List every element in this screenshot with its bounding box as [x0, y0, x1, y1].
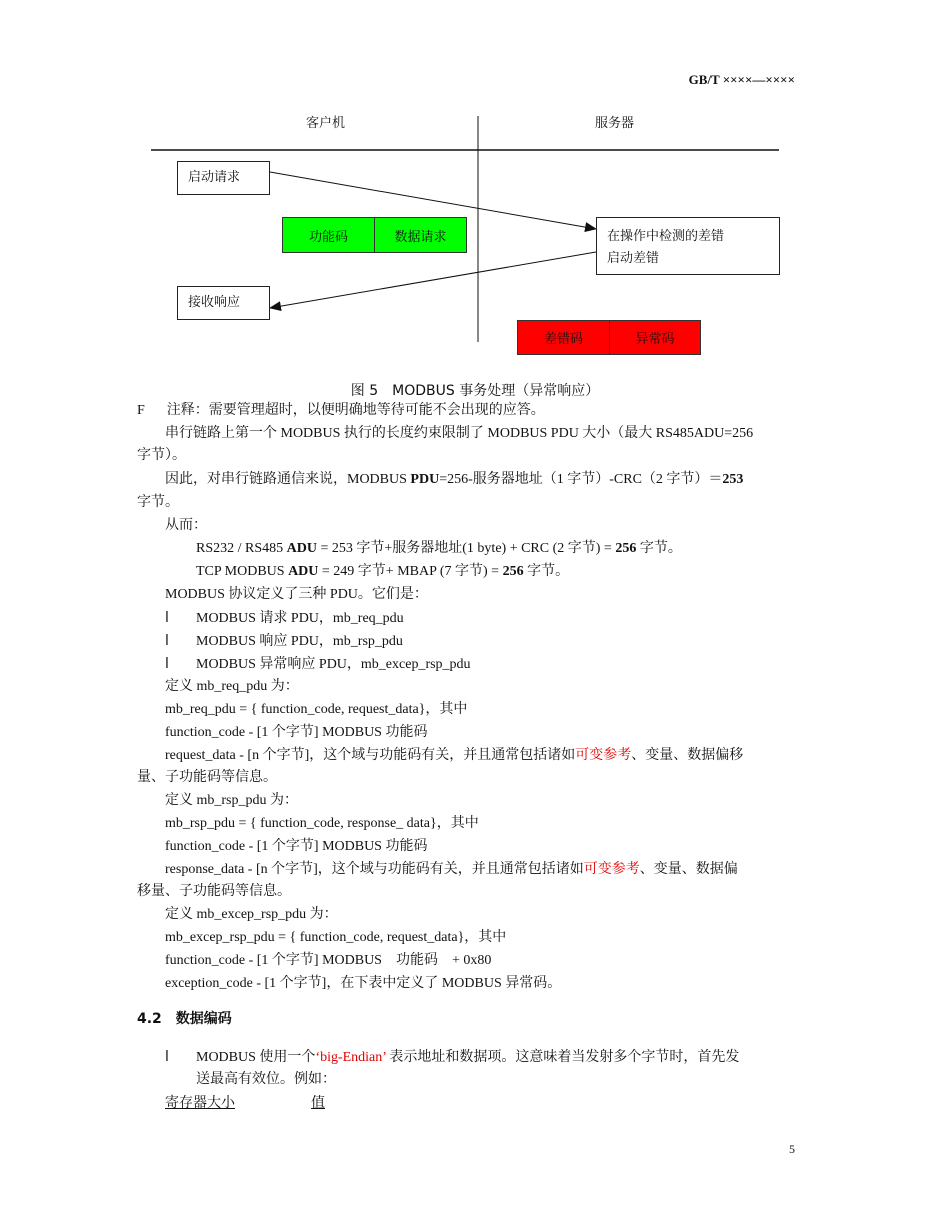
p2-text-1: 因此，对串行链路通信来说，MODBUS: [165, 472, 411, 487]
thus-line: 从而：: [165, 518, 207, 533]
bullet-3: [165, 655, 471, 674]
section-heading: 4.2 数据编码: [137, 1011, 232, 1027]
start-request-box: [177, 161, 270, 195]
bullet-marker: l: [165, 1049, 169, 1065]
standard-number: GB/T ××××—××××: [688, 72, 795, 87]
p2-pdu: PDU: [410, 472, 440, 487]
req-fc-line: function_code - [1 个字节] MODBUS 功能码: [165, 725, 428, 740]
data-request-cell: 数据请求: [374, 217, 467, 253]
server-error-box: [596, 217, 780, 275]
rsp-data-highlight: 可变参考: [583, 862, 640, 877]
def-excep-line: 定义 mb_excep_rsp_pdu 为：: [165, 907, 338, 922]
paragraph-2b: 字节。: [137, 495, 179, 510]
bullet-1-text: MODBUS 请求 PDU，mb_req_pdu: [196, 611, 404, 626]
rs-256: 256: [615, 541, 637, 556]
note-marker: F: [137, 403, 145, 418]
bullet-3-text: MODBUS 异常响应 PDU，mb_excep_rsp_pdu: [196, 657, 471, 672]
page-number: 5: [789, 1142, 795, 1156]
rs-text-3: 字节。: [636, 541, 682, 556]
bullet-1: [165, 609, 404, 628]
receive-response-label: 接收响应: [188, 295, 241, 310]
paragraph-1b: 字节）。: [137, 448, 186, 463]
response-arrow: [270, 252, 596, 308]
rsp-data-line-2: 移量、子功能码等信息。: [137, 884, 291, 899]
server-error-line2: 启动差错: [607, 251, 660, 266]
def-req-line: 定义 mb_req_pdu 为：: [165, 679, 299, 694]
tcp-adu: ADU: [288, 564, 319, 579]
rs-text-1: RS232 / RS485: [196, 541, 287, 556]
rsp-eq-line: mb_rsp_pdu = { function_code, response_ data}，其中: [165, 816, 479, 831]
big-endian-line: [165, 1048, 739, 1067]
req-data-highlight: 可变参考: [575, 748, 632, 763]
bullet-2-text: MODBUS 响应 PDU，mb_rsp_pdu: [196, 634, 403, 649]
server-error-line1: 在操作中检测的差错: [607, 229, 725, 244]
be-highlight: ‘big-Endian’: [315, 1050, 386, 1065]
tcp-text-3: 字节。: [523, 564, 570, 579]
rsp-data-text-2: 、变量、数据偏: [639, 862, 738, 877]
req-data-text-2: 、变量、数据偏移: [631, 748, 744, 763]
req-data-text-1: request_data - [n 个字节]，这个域与功能码有关，并且通常包括诸如: [165, 748, 576, 763]
excep-eq-line: mb_excep_rsp_pdu = { function_code, request_data}，其中: [165, 930, 507, 945]
tcp-text-2: = 249 字节+ MBAP (7 字节) =: [318, 564, 503, 579]
rsp-data-line: [165, 861, 738, 879]
tcp-256: 256: [502, 564, 524, 579]
three-pdu-line: MODBUS 协议定义了三种 PDU。它们是：: [165, 587, 428, 602]
register-size-header: 寄存器大小: [165, 1096, 235, 1111]
diagram-lines: [0, 0, 950, 370]
rs-adu: ADU: [286, 541, 317, 556]
req-data-line-2: 量、子功能码等信息。: [137, 770, 277, 785]
bullet-2: [165, 632, 403, 651]
tcp-line: [196, 563, 569, 581]
big-endian-line-2: 送最高有效位。例如：: [196, 1072, 336, 1087]
excep-fc-line: function_code - [1 个字节] MODBUS 功能码 + 0x80: [165, 953, 492, 968]
note-line: [137, 402, 545, 420]
paragraph-2a: [165, 471, 743, 489]
p2-253: 253: [722, 472, 744, 487]
tcp-text-1: TCP MODBUS: [196, 564, 289, 579]
paragraph-1a: 串行链路上第一个 MODBUS 执行的长度约束限制了 MODBUS PDU 大小（最大 RS485ADU=256: [165, 426, 754, 441]
exception-code-cell: 异常码: [609, 320, 701, 355]
rs485-line: [196, 540, 682, 558]
def-rsp-line: 定义 mb_rsp_pdu 为：: [165, 793, 298, 808]
receive-response-box: [177, 286, 270, 320]
function-code-cell: 功能码: [282, 217, 375, 253]
excep-code-line: exception_code - [1 个字节]，在下表中定义了 MODBUS 异常码。: [165, 976, 562, 991]
bullet-marker: l: [165, 633, 169, 649]
bullet-marker: l: [165, 610, 169, 626]
server-label: 服务器: [595, 116, 635, 131]
value-header: 值: [311, 1096, 325, 1111]
req-data-line: [165, 747, 743, 765]
rs-text-2: = 253 字节+服务器地址(1 byte) + CRC (2 字节) =: [316, 541, 616, 556]
bullet-marker: l: [165, 656, 169, 672]
error-code-cell: 差错码: [517, 320, 610, 355]
transaction-diagram: [0, 0, 950, 370]
p2-text-2: =256-服务器地址（1 字节）-CRC（2 字节）＝: [439, 472, 723, 487]
rsp-data-text-1: response_data - [n 个字节]，这个域与功能码有关，并且通常包括诸如: [165, 862, 584, 877]
be-text-1: MODBUS 使用一个: [196, 1050, 316, 1065]
figure-caption: 图 5 MODBUS 事务处理（异常响应）: [350, 383, 600, 399]
req-eq-line: mb_req_pdu = { function_code, request_data}，其中: [165, 702, 468, 717]
client-label: 客户机: [306, 116, 346, 131]
be-text-2: 表示地址和数据项。这意味着当发射多个字节时，首先发: [385, 1050, 740, 1065]
note-text: 注释：需要管理超时，以便明确地等待可能不会出现的应答。: [166, 403, 545, 418]
start-request-label: 启动请求: [188, 170, 241, 185]
rsp-fc-line: function_code - [1 个字节] MODBUS 功能码: [165, 839, 428, 854]
